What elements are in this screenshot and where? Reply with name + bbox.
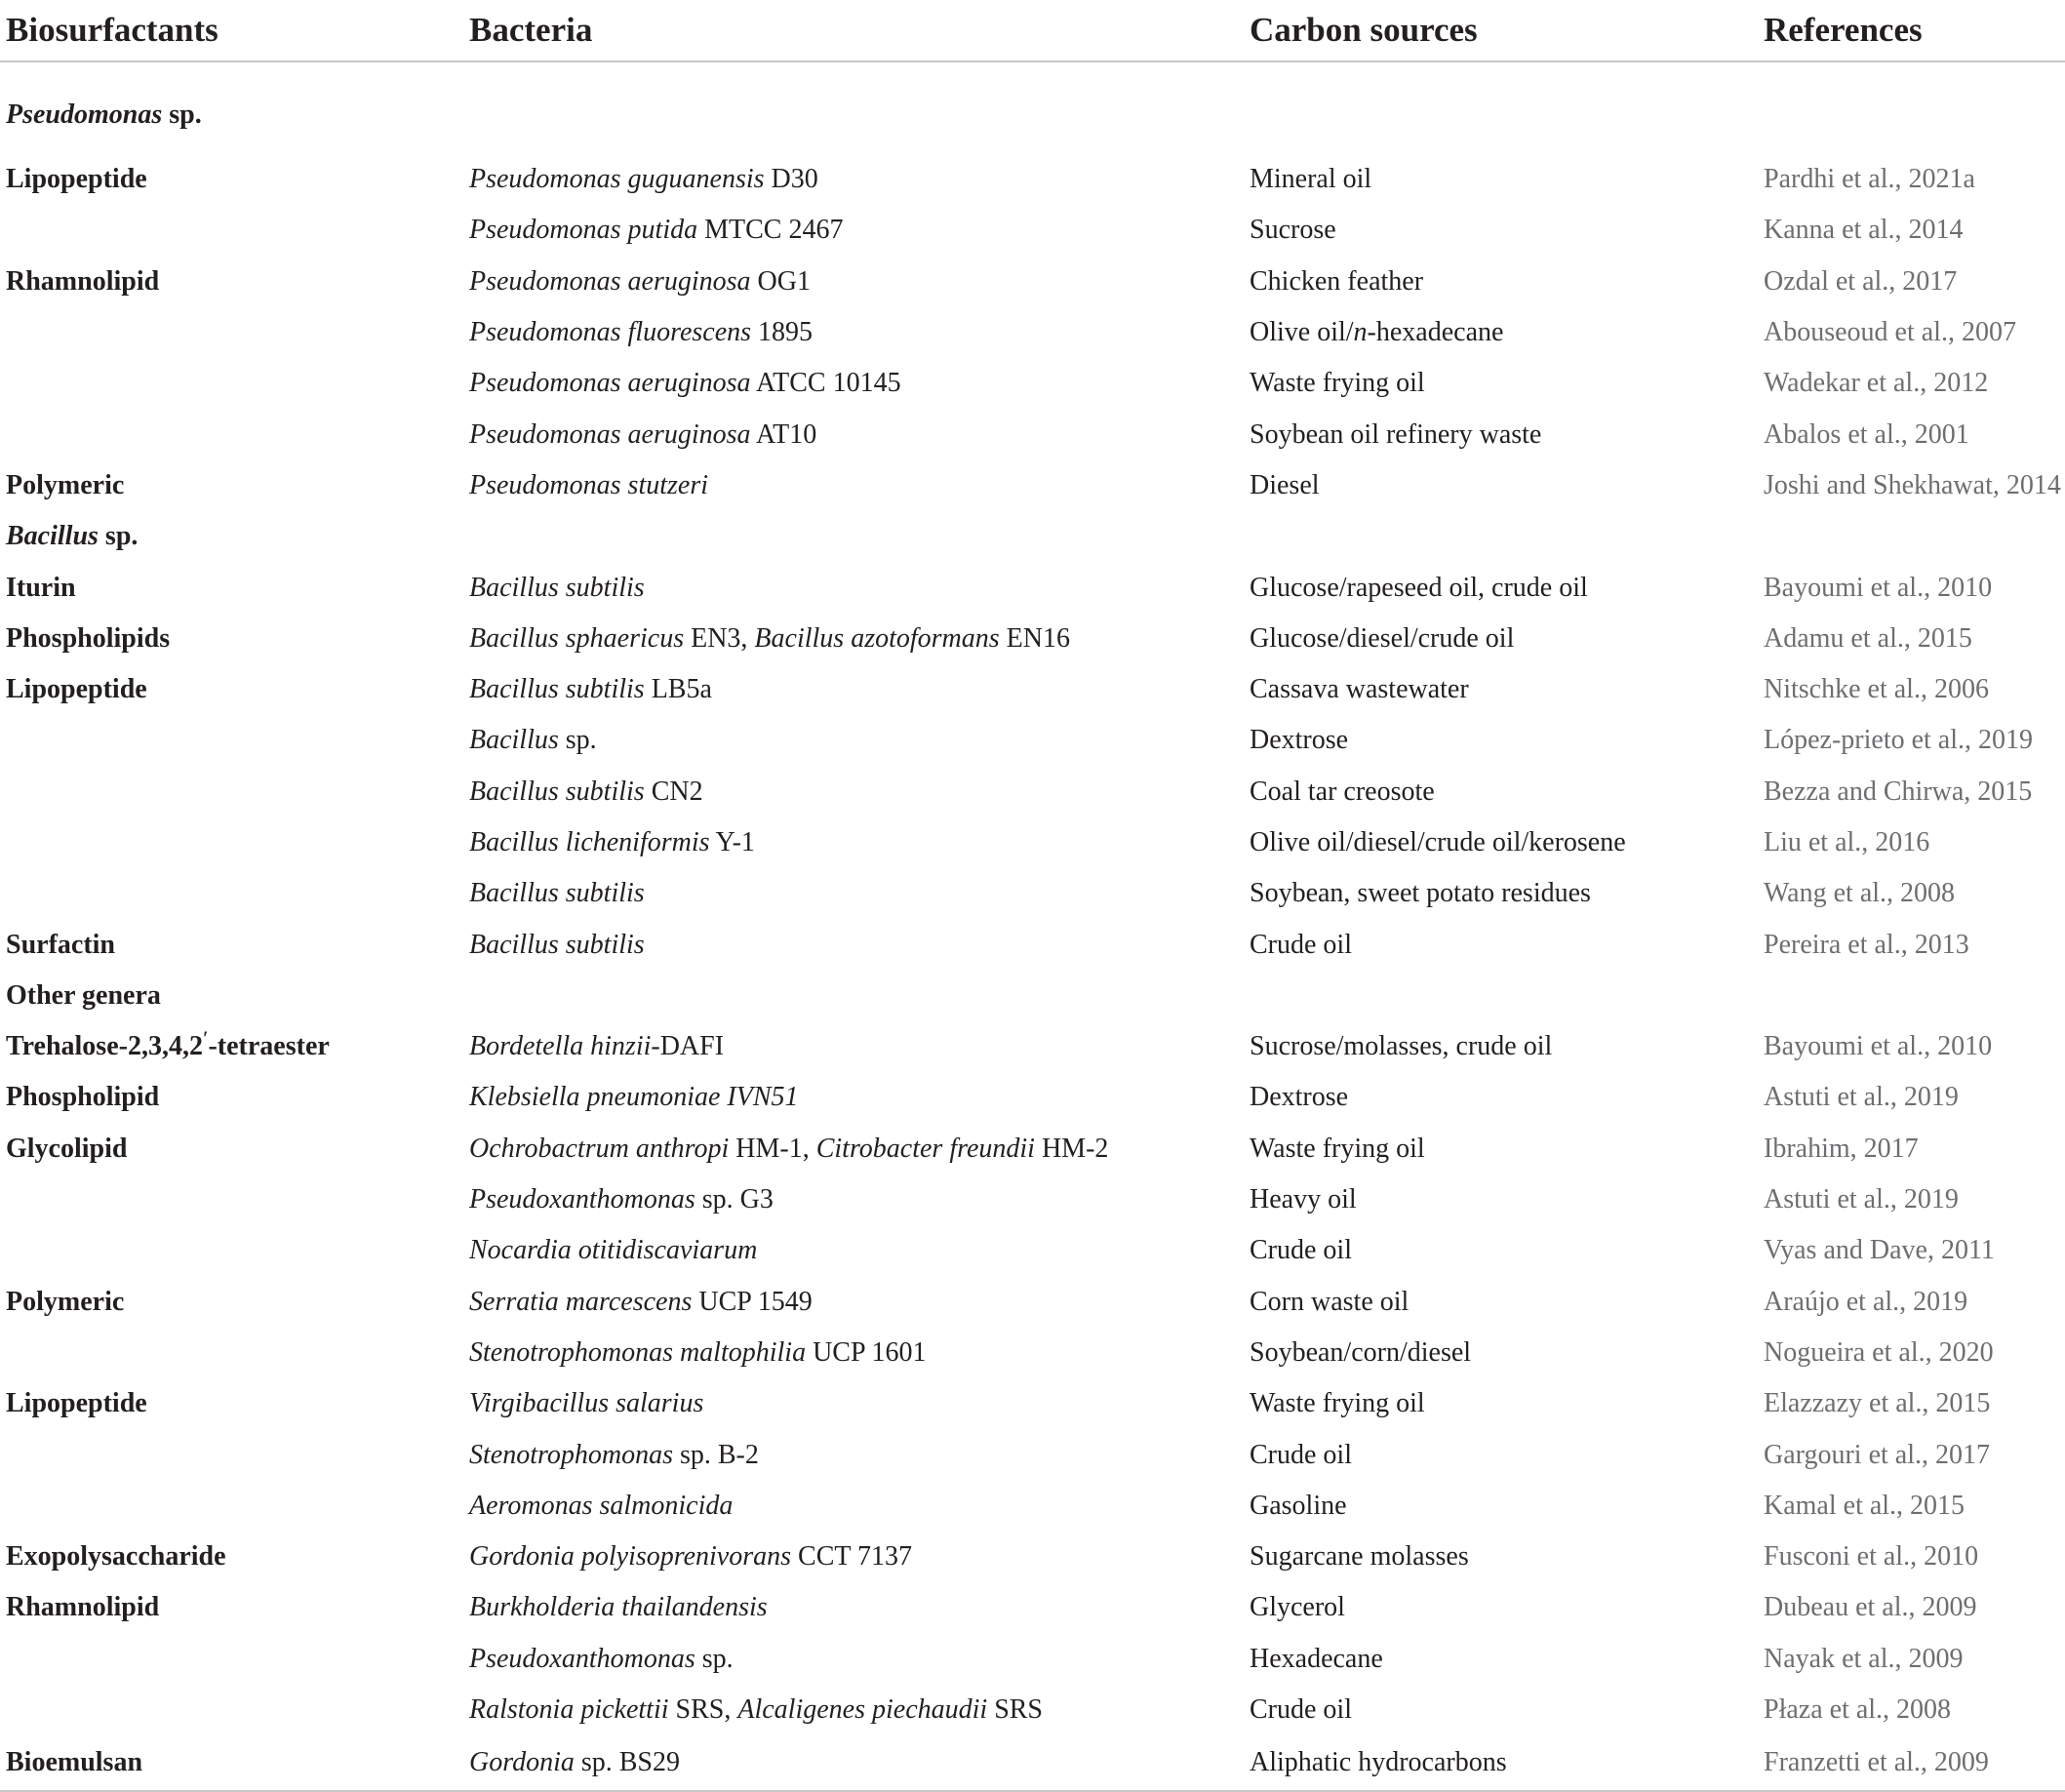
- species-name: Pseudomonas fluorescens: [469, 317, 752, 348]
- carbon-cell: Sugarcane molasses: [1250, 1541, 1469, 1573]
- biosurfactant-cell: Bioemulsan: [0, 1735, 463, 1791]
- table-row: [0, 1277, 2065, 1328]
- biosurfactant-cell: [0, 1328, 463, 1378]
- table-row: [0, 1328, 2065, 1378]
- table-row: [0, 1429, 2065, 1480]
- biosurfactant-cell: [0, 1481, 463, 1532]
- biosurfactant-cell: [0, 1634, 463, 1685]
- biosurfactant-cell: Rhamnolipid: [6, 265, 160, 297]
- table-row: [0, 205, 2065, 256]
- table-row: [0, 1021, 2065, 1072]
- bacteria-cell: [463, 1328, 1244, 1378]
- biosurfactant-cell: Lipopeptide: [6, 1388, 147, 1419]
- group-genus: Pseudomonas: [6, 100, 163, 130]
- table-row: [0, 868, 2065, 919]
- bacteria-cell: [463, 1481, 1244, 1532]
- biosurfactant-text: Trehalose-2,3,4,2: [6, 1031, 203, 1062]
- table-row: [0, 1225, 2065, 1276]
- reference-link[interactable]: Gargouri et al., 2017: [1764, 1439, 1990, 1470]
- carbon-cell: [1244, 307, 1758, 358]
- carbon-cell: Hexadecane: [1250, 1643, 1383, 1674]
- group-genus: Bacillus: [6, 521, 99, 552]
- biosurfactant-cell: Glycolipid: [6, 1133, 128, 1164]
- reference-link[interactable]: Wadekar et al., 2012: [1764, 368, 1989, 399]
- group-suffix: sp.: [162, 100, 202, 130]
- carbon-cell: Corn waste oil: [1250, 1286, 1410, 1317]
- reference-link[interactable]: Astuti et al., 2019: [1764, 1082, 1959, 1113]
- species-name: Bacillus subtilis: [469, 572, 645, 603]
- reference-link[interactable]: López-prieto et al., 2019: [1764, 725, 2034, 756]
- strain-name: sp.: [558, 725, 597, 756]
- table-row: [0, 664, 2065, 715]
- carbon-cell: Mineral oil: [1250, 164, 1372, 195]
- bacteria-cell: [463, 919, 1244, 970]
- biosurfactant-cell: [0, 1021, 463, 1072]
- carbon-cell: Gasoline: [1250, 1490, 1347, 1521]
- bacteria-cell: [463, 614, 1244, 664]
- carbon-cell: Dextrose: [1250, 1082, 1349, 1113]
- biosurfactant-cell: Lipopeptide: [6, 674, 147, 705]
- table-row: [0, 1532, 2065, 1582]
- reference-link[interactable]: Płaza et al., 2008: [1764, 1694, 1952, 1726]
- table-row: [0, 1582, 2065, 1633]
- reference-link[interactable]: Elazzazy et al., 2015: [1764, 1388, 1991, 1419]
- header-carbon-sources: Carbon sources: [1244, 0, 1758, 61]
- table-row: [0, 307, 2065, 358]
- bacteria-cell: [463, 1735, 1244, 1791]
- strain-name: 1895: [751, 317, 814, 348]
- bacteria-cell: [463, 460, 1244, 511]
- reference-link[interactable]: Adamu et al., 2015: [1764, 622, 1972, 654]
- biosurfactant-cell: [0, 1429, 463, 1480]
- species-name: Bacillus subtilis: [469, 674, 645, 705]
- reference-link[interactable]: Ibrahim, 2017: [1764, 1133, 1919, 1164]
- strain-name: EN16: [999, 622, 1070, 654]
- species-name: Pseudomonas guguanensis: [469, 164, 765, 195]
- table-body: [0, 61, 2065, 1791]
- table-row: [0, 817, 2065, 868]
- reference-link[interactable]: Kanna et al., 2014: [1764, 215, 1964, 246]
- group-suffix: sp.: [98, 521, 139, 552]
- bacteria-cell: [463, 562, 1244, 613]
- carbon-text: -hexadecane: [1367, 317, 1504, 348]
- reference-link[interactable]: Araújo et al., 2019: [1764, 1286, 1968, 1317]
- bacteria-cell: [463, 664, 1244, 715]
- reference-link[interactable]: Abalos et al., 2001: [1764, 418, 1969, 450]
- strain-name: -DAFI: [651, 1031, 725, 1062]
- species-name: Bordetella hinzii: [469, 1031, 652, 1062]
- strain-name: SRS,: [668, 1694, 738, 1726]
- table-row: [0, 1481, 2065, 1532]
- species-name: Ralstonia pickettii: [469, 1694, 669, 1726]
- bacteria-cell: [463, 1685, 1244, 1735]
- bacteria-cell: [463, 1378, 1244, 1429]
- reference-link[interactable]: Nogueira et al., 2020: [1764, 1336, 1994, 1368]
- table-row: [0, 1378, 2065, 1429]
- reference-link[interactable]: Fusconi et al., 2010: [1764, 1541, 1979, 1573]
- strain-name: D30: [764, 164, 818, 195]
- bacteria-cell: [463, 1072, 1244, 1123]
- carbon-cell: Glucose/diesel/crude oil: [1250, 622, 1515, 654]
- strain-name: CCT 7137: [791, 1541, 912, 1573]
- species-name: Pseudomonas putida: [469, 215, 698, 246]
- table-row: [0, 1685, 2065, 1735]
- biosurfactant-cell: Iturin: [6, 572, 76, 603]
- species-name: Bacillus licheniformis: [469, 827, 710, 857]
- table-header: [0, 0, 2065, 61]
- bacteria-cell: [463, 257, 1244, 307]
- carbon-cell: Crude oil: [1250, 1235, 1352, 1266]
- strain-name: MTCC 2467: [697, 215, 844, 246]
- group-label: [0, 61, 2065, 154]
- bacteria-cell: [463, 154, 1244, 205]
- species-name: Virgibacillus salarius: [469, 1388, 704, 1419]
- strain-name: OG1: [750, 265, 811, 297]
- group-row-other-genera: [0, 971, 2065, 1021]
- bacteria-cell: [463, 1634, 1244, 1685]
- species-name: Bacillus azotoformans: [754, 622, 1000, 654]
- table-row: [0, 1124, 2065, 1175]
- group-row-pseudomonas: [0, 61, 2065, 154]
- carbon-cell: Crude oil: [1250, 929, 1352, 960]
- species-name: Klebsiella pneumoniae IVN51: [469, 1082, 799, 1113]
- species-name: Burkholderia thailandensis: [469, 1592, 768, 1623]
- carbon-cell: Crude oil: [1250, 1694, 1352, 1726]
- strain-name: sp. BS29: [574, 1747, 681, 1778]
- strain-name: EN3,: [684, 622, 755, 654]
- biosurfactant-cell: [0, 1175, 463, 1225]
- carbon-cell: Diesel: [1250, 469, 1320, 500]
- biosurfactant-cell: [0, 1685, 463, 1735]
- biosurfactant-cell: Surfactin: [6, 929, 115, 960]
- reference-link[interactable]: Dubeau et al., 2009: [1764, 1592, 1977, 1623]
- species-name: Pseudomonas aeruginosa: [469, 418, 751, 450]
- bacteria-cell: [463, 1277, 1244, 1328]
- species-name: Alcaligenes piechaudii: [737, 1694, 988, 1726]
- carbon-cell: Glycerol: [1250, 1592, 1345, 1623]
- bacteria-cell: [463, 1124, 1244, 1175]
- species-name: Pseudoxanthomonas: [469, 1643, 695, 1674]
- table-row: [0, 460, 2065, 511]
- table-row: [0, 767, 2065, 817]
- biosurfactant-cell: [0, 205, 463, 256]
- bacteria-cell: [463, 817, 1244, 868]
- species-name: Bacillus subtilis: [469, 878, 645, 909]
- biosurfactant-text: -tetraester: [208, 1031, 330, 1062]
- carbon-text-italic: n: [1353, 317, 1368, 348]
- biosurfactant-cell: [0, 715, 463, 766]
- species-name: Stenotrophomonas maltophilia: [469, 1336, 807, 1368]
- reference-link[interactable]: Bayoumi et al., 2010: [1764, 1031, 1993, 1062]
- bacteria-cell: [463, 1021, 1244, 1072]
- table-row: [0, 1735, 2065, 1791]
- species-name: Bacillus sphaericus: [469, 622, 685, 654]
- carbon-cell: Glucose/rapeseed oil, crude oil: [1250, 572, 1588, 603]
- table-row: [0, 1072, 2065, 1123]
- group-label: Other genera: [6, 979, 161, 1011]
- reference-link[interactable]: Astuti et al., 2019: [1764, 1184, 1959, 1215]
- species-name: Bacillus subtilis: [469, 776, 645, 807]
- table-row: [0, 358, 2065, 409]
- species-name: Nocardia otitidiscaviarum: [469, 1235, 758, 1266]
- strain-name: HM-2: [1034, 1133, 1109, 1164]
- bacteria-cell: [463, 868, 1244, 919]
- table-row: [0, 154, 2065, 205]
- strain-name: LB5a: [644, 674, 712, 705]
- carbon-cell: Crude oil: [1250, 1439, 1352, 1470]
- strain-name: CN2: [644, 776, 703, 807]
- table-row: [0, 1175, 2065, 1225]
- species-name: Stenotrophomonas: [469, 1439, 673, 1470]
- header-bacteria: Bacteria: [463, 0, 1244, 61]
- species-name: Serratia marcescens: [469, 1286, 693, 1317]
- biosurfactant-cell: Phospholipids: [6, 622, 171, 654]
- biosurfactant-cell: Polymeric: [6, 1286, 125, 1317]
- biosurfactant-cell: [0, 817, 463, 868]
- group-label: [0, 511, 2065, 562]
- biosurfactant-cell: Exopolysaccharide: [6, 1541, 226, 1573]
- biosurfactant-cell: Lipopeptide: [6, 164, 147, 195]
- reference-link[interactable]: Bezza and Chirwa, 2015: [1764, 776, 2033, 807]
- reference-link[interactable]: Nitschke et al., 2006: [1764, 674, 1989, 705]
- carbon-cell: Coal tar creosote: [1250, 776, 1435, 807]
- carbon-cell: Dextrose: [1250, 725, 1349, 756]
- table-row: [0, 1634, 2065, 1685]
- carbon-cell: Soybean oil refinery waste: [1250, 418, 1542, 450]
- strain-name: HM-1,: [729, 1133, 816, 1164]
- header-row: [0, 0, 2065, 61]
- bacteria-cell: [463, 358, 1244, 409]
- reference-link[interactable]: Liu et al., 2016: [1764, 827, 1930, 857]
- carbon-cell: Waste frying oil: [1250, 1388, 1425, 1419]
- species-name: Bacillus subtilis: [469, 929, 645, 960]
- carbon-cell: Soybean, sweet potato residues: [1250, 878, 1591, 909]
- species-name: Pseudomonas aeruginosa: [469, 368, 751, 399]
- strain-name: AT10: [750, 418, 817, 450]
- carbon-text: Olive oil/: [1250, 317, 1354, 348]
- strain-name: UCP 1601: [806, 1336, 927, 1368]
- biosurfactant-cell: [0, 767, 463, 817]
- reference-link[interactable]: Pereira et al., 2013: [1764, 929, 1969, 960]
- bacteria-cell: [463, 1582, 1244, 1633]
- strain-name: SRS: [987, 1694, 1044, 1726]
- table-row: [0, 562, 2065, 613]
- strain-name: UCP 1549: [692, 1286, 813, 1317]
- reference-link[interactable]: Wang et al., 2008: [1764, 878, 1956, 909]
- bacteria-cell: [463, 1225, 1244, 1276]
- bacteria-cell: [463, 715, 1244, 766]
- reference-link[interactable]: Franzetti et al., 2009: [1758, 1735, 2065, 1791]
- strain-name: sp.: [695, 1643, 734, 1674]
- species-name: Aeromonas salmonicida: [469, 1490, 734, 1521]
- bacteria-cell: [463, 767, 1244, 817]
- reference-link[interactable]: Ozdal et al., 2017: [1764, 265, 1958, 297]
- carbon-cell: Heavy oil: [1250, 1184, 1357, 1215]
- header-biosurfactants: Biosurfactants: [0, 0, 463, 61]
- bacteria-cell: [463, 205, 1244, 256]
- reference-link[interactable]: Pardhi et al., 2021a: [1764, 164, 1975, 195]
- species-name: Pseudomonas stutzeri: [469, 469, 708, 500]
- carbon-cell: Waste frying oil: [1250, 1133, 1425, 1164]
- biosurfactant-cell: [0, 358, 463, 409]
- reference-link[interactable]: Joshi and Shekhawat, 2014: [1764, 469, 2061, 500]
- bacteria-cell: [463, 1175, 1244, 1225]
- bacteria-cell: [463, 1532, 1244, 1582]
- reference-link[interactable]: Abouseoud et al., 2007: [1764, 317, 2016, 348]
- header-references: References: [1758, 0, 2065, 61]
- table-row: [0, 409, 2065, 459]
- table-row: [0, 919, 2065, 970]
- species-name: Gordonia: [469, 1747, 575, 1778]
- strain-name: Y-1: [709, 827, 755, 857]
- carbon-cell: Chicken feather: [1250, 265, 1424, 297]
- prime-mark: ′: [202, 1028, 209, 1050]
- reference-link[interactable]: Vyas and Dave, 2011: [1764, 1235, 1995, 1266]
- species-name: Bacillus: [469, 725, 559, 756]
- strain-name: ATCC 10145: [750, 368, 901, 399]
- bacteria-cell: [463, 307, 1244, 358]
- strain-name: sp. G3: [695, 1184, 774, 1215]
- carbon-cell: Soybean/corn/diesel: [1250, 1336, 1472, 1368]
- biosurfactant-cell: [0, 1225, 463, 1276]
- biosurfactant-cell: [0, 409, 463, 459]
- species-name: Pseudomonas aeruginosa: [469, 265, 751, 297]
- biosurfactant-cell: Rhamnolipid: [6, 1592, 160, 1623]
- species-name: Ochrobactrum anthropi: [469, 1133, 730, 1164]
- carbon-cell: Sucrose/molasses, crude oil: [1250, 1031, 1553, 1062]
- biosurfactant-cell: [0, 307, 463, 358]
- carbon-cell: Sucrose: [1250, 215, 1336, 246]
- group-row-bacillus: [0, 511, 2065, 562]
- bacteria-cell: [463, 1429, 1244, 1480]
- bacteria-cell: [463, 409, 1244, 459]
- carbon-cell: Cassava wastewater: [1250, 674, 1469, 705]
- strain-name: sp. B-2: [672, 1439, 759, 1470]
- biosurfactant-cell: Polymeric: [6, 469, 125, 500]
- table-row: [0, 614, 2065, 664]
- table-row: [0, 715, 2065, 766]
- table-row: [0, 257, 2065, 307]
- carbon-cell: Aliphatic hydrocarbons: [1244, 1735, 1758, 1791]
- species-name: Gordonia polyisoprenivorans: [469, 1541, 792, 1573]
- species-name: Pseudoxanthomonas: [469, 1184, 695, 1215]
- species-name: Citrobacter freundii: [815, 1133, 1035, 1164]
- reference-link[interactable]: Nayak et al., 2009: [1764, 1643, 1964, 1674]
- carbon-cell: Olive oil/diesel/crude oil/kerosene: [1250, 827, 1626, 857]
- reference-link[interactable]: Bayoumi et al., 2010: [1764, 572, 1993, 603]
- reference-link[interactable]: Kamal et al., 2015: [1764, 1490, 1966, 1521]
- biosurfactant-cell: [0, 868, 463, 919]
- carbon-cell: Waste frying oil: [1250, 368, 1425, 399]
- biosurfactant-cell: Phospholipid: [6, 1082, 160, 1113]
